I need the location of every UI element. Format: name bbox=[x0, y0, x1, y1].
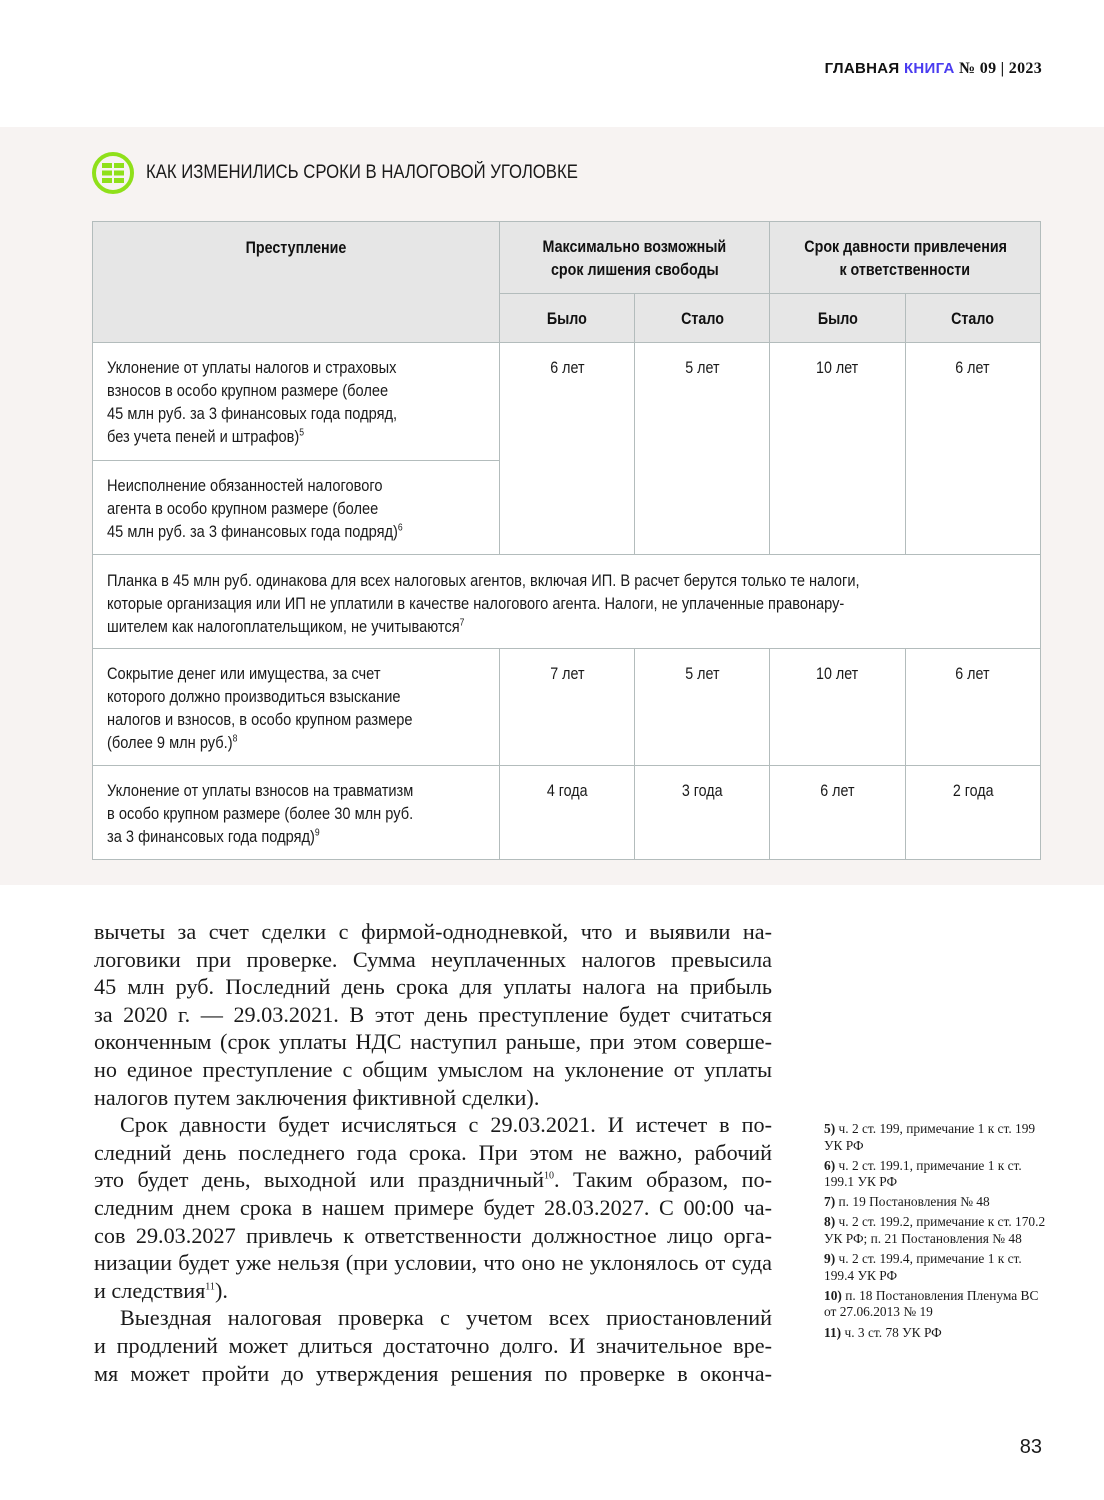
crime-cell: Уклонение от уплаты взносов на травматизм в особо крупном размере (более 30 млн руб. за 3 финансовых года подряд)$^9$ bbox=[93, 766, 500, 860]
footnote-ref: 11 bbox=[205, 1281, 215, 1293]
footnote-ref: 6 bbox=[397, 522, 403, 534]
header-prison-became: Стало bbox=[635, 294, 770, 343]
limitation-became-cell: 2 года bbox=[905, 766, 1040, 860]
penalties-table bbox=[92, 221, 1041, 860]
header-max-prison: Максимально возможный срок лишения свободы bbox=[499, 222, 770, 294]
footnote-item: 10) п. 18 Постановления Пленума ВС от 27.06.2013 № 19 bbox=[824, 1287, 1039, 1320]
paragraph: Выездная налоговая проверка с учетом всех приостановлений и продлений может длиться достаточно долго. И значительное вре- мя может пройти до утверждения решения по проверке в оконча- bbox=[94, 1305, 772, 1386]
footnote-ref: 7 bbox=[459, 616, 465, 628]
brand-part2: КНИГА bbox=[903, 60, 955, 77]
paragraph: вычеты за счет сделки с фирмой-однодневкой, что и выявили на- логовики при проверке. Сумма неуплаченных налогов превысила 45 млн руб. Последний день срока для уплаты налога на прибыль за 2020 г. — 29.03.2021. В этот день преступление будет считаться оконченным (срок уплаты НДС наступил раньше, при этом соверше- но единое преступление с общим умыслом на уклонение от уплаты налогов путем заключения фиктивной сделки). bbox=[94, 919, 772, 1110]
prison-was-cell: 6 лет bbox=[499, 343, 634, 555]
masthead bbox=[825, 60, 1042, 78]
header-prison-was: Было bbox=[499, 294, 634, 343]
footnote-ref: 9 bbox=[314, 827, 320, 839]
article-body bbox=[94, 918, 772, 1387]
footnote-item: 5) ч. 2 ст. 199, примечание 1 к ст. 199 УК РФ bbox=[824, 1121, 1036, 1153]
footnote-ref: 5 bbox=[299, 427, 305, 439]
footnote-item: 6) ч. 2 ст. 199.1, примечание 1 к ст. 199.1 УК РФ bbox=[824, 1157, 1022, 1190]
header-crime: Преступление bbox=[93, 222, 500, 343]
header-limitation-became: Стало bbox=[905, 294, 1040, 343]
footnote-ref: 8 bbox=[232, 733, 238, 745]
header-limitation-was: Было bbox=[770, 294, 905, 343]
issue-number: № 09 | 2023 bbox=[959, 60, 1042, 77]
table-row bbox=[93, 649, 1041, 766]
page-number: 83 bbox=[1019, 1436, 1042, 1458]
note-cell: Планка в 45 млн руб. одинакова для всех налоговых агентов, включая ИП. В расчет берутся только те налоги, которые организация или ИП не уплатили в качестве налогового агента. Налоги, не уплаченные правонару- шителем как налогоплательщиком, не учитываются$^7$ bbox=[93, 555, 1041, 649]
prison-became-cell: 3 года bbox=[635, 766, 770, 860]
table-row bbox=[93, 343, 1041, 461]
table-note-row bbox=[93, 555, 1041, 649]
footnote-item: 8) ч. 2 ст. 199.2, примечание к ст. 170.2 УК РФ; п. 21 Постановления № 48 bbox=[824, 1214, 1046, 1247]
prison-became-cell: 5 лет bbox=[635, 649, 770, 766]
prison-was-cell: 7 лет bbox=[499, 649, 634, 766]
footnote-ref: 10 bbox=[543, 1170, 554, 1182]
prison-became-cell: 5 лет bbox=[635, 343, 770, 555]
table-icon bbox=[92, 152, 134, 194]
crime-cell: Уклонение от уплаты налогов и страховых взносов в особо крупном размере (более 45 млн руб. за 3 финансовых года подряд, без учета пеней и штрафов)$^5$ bbox=[93, 343, 500, 461]
infobox-title: КАК ИЗМЕНИЛИСЬ СРОКИ В НАЛОГОВОЙ УГОЛОВКЕ bbox=[146, 162, 578, 183]
footnote-item: 9) ч. 2 ст. 199.4, примечание 1 к ст. 199.4 УК РФ bbox=[824, 1251, 1022, 1283]
limitation-was-cell: 10 лет bbox=[770, 649, 905, 766]
footnote-item: 7) п. 19 Постановления № 48 bbox=[824, 1194, 990, 1210]
infobox-header bbox=[92, 152, 637, 194]
limitation-became-cell: 6 лет bbox=[905, 343, 1040, 555]
limitation-was-cell: 6 лет bbox=[770, 766, 905, 860]
footnote-item: 11) ч. 3 ст. 78 УК РФ bbox=[824, 1324, 942, 1340]
limitation-was-cell: 10 лет bbox=[770, 343, 905, 555]
header-limitation-period: Срок давности привлечения к ответственности bbox=[770, 222, 1041, 294]
footnotes bbox=[824, 1121, 1054, 1345]
crime-cell: Неисполнение обязанностей налогового агента в особо крупном размере (более 45 млн руб. за 3 финансовых года подряд)$^6$ bbox=[93, 461, 500, 555]
prison-was-cell: 4 года bbox=[499, 766, 634, 860]
table-row bbox=[93, 766, 1041, 860]
limitation-became-cell: 6 лет bbox=[905, 649, 1040, 766]
paragraph: Срок давности будет исчисляться с 29.03.2021. И истечет в по- следний день последнего года срока. При этом не важно, рабочий это будет день, выходной или праздничный$^{10}$. Таким образом, по- следним днем срока в нашем примере будет 28.03.2027. С 00:00 ча- сов 29.03.2027 привлечь к ответственности должностное лицо орга- низации будет уже нельзя (при условии, что оно не уклонялось от суда и следствия$^{11}$). bbox=[94, 1112, 772, 1303]
crime-cell: Сокрытие денег или имущества, за счет которого должно производиться взыскание налогов и взносов, в особо крупном размере (более 9 млн руб.)$^8$ bbox=[93, 649, 500, 766]
brand-part1: ГЛАВНАЯ bbox=[824, 60, 900, 77]
